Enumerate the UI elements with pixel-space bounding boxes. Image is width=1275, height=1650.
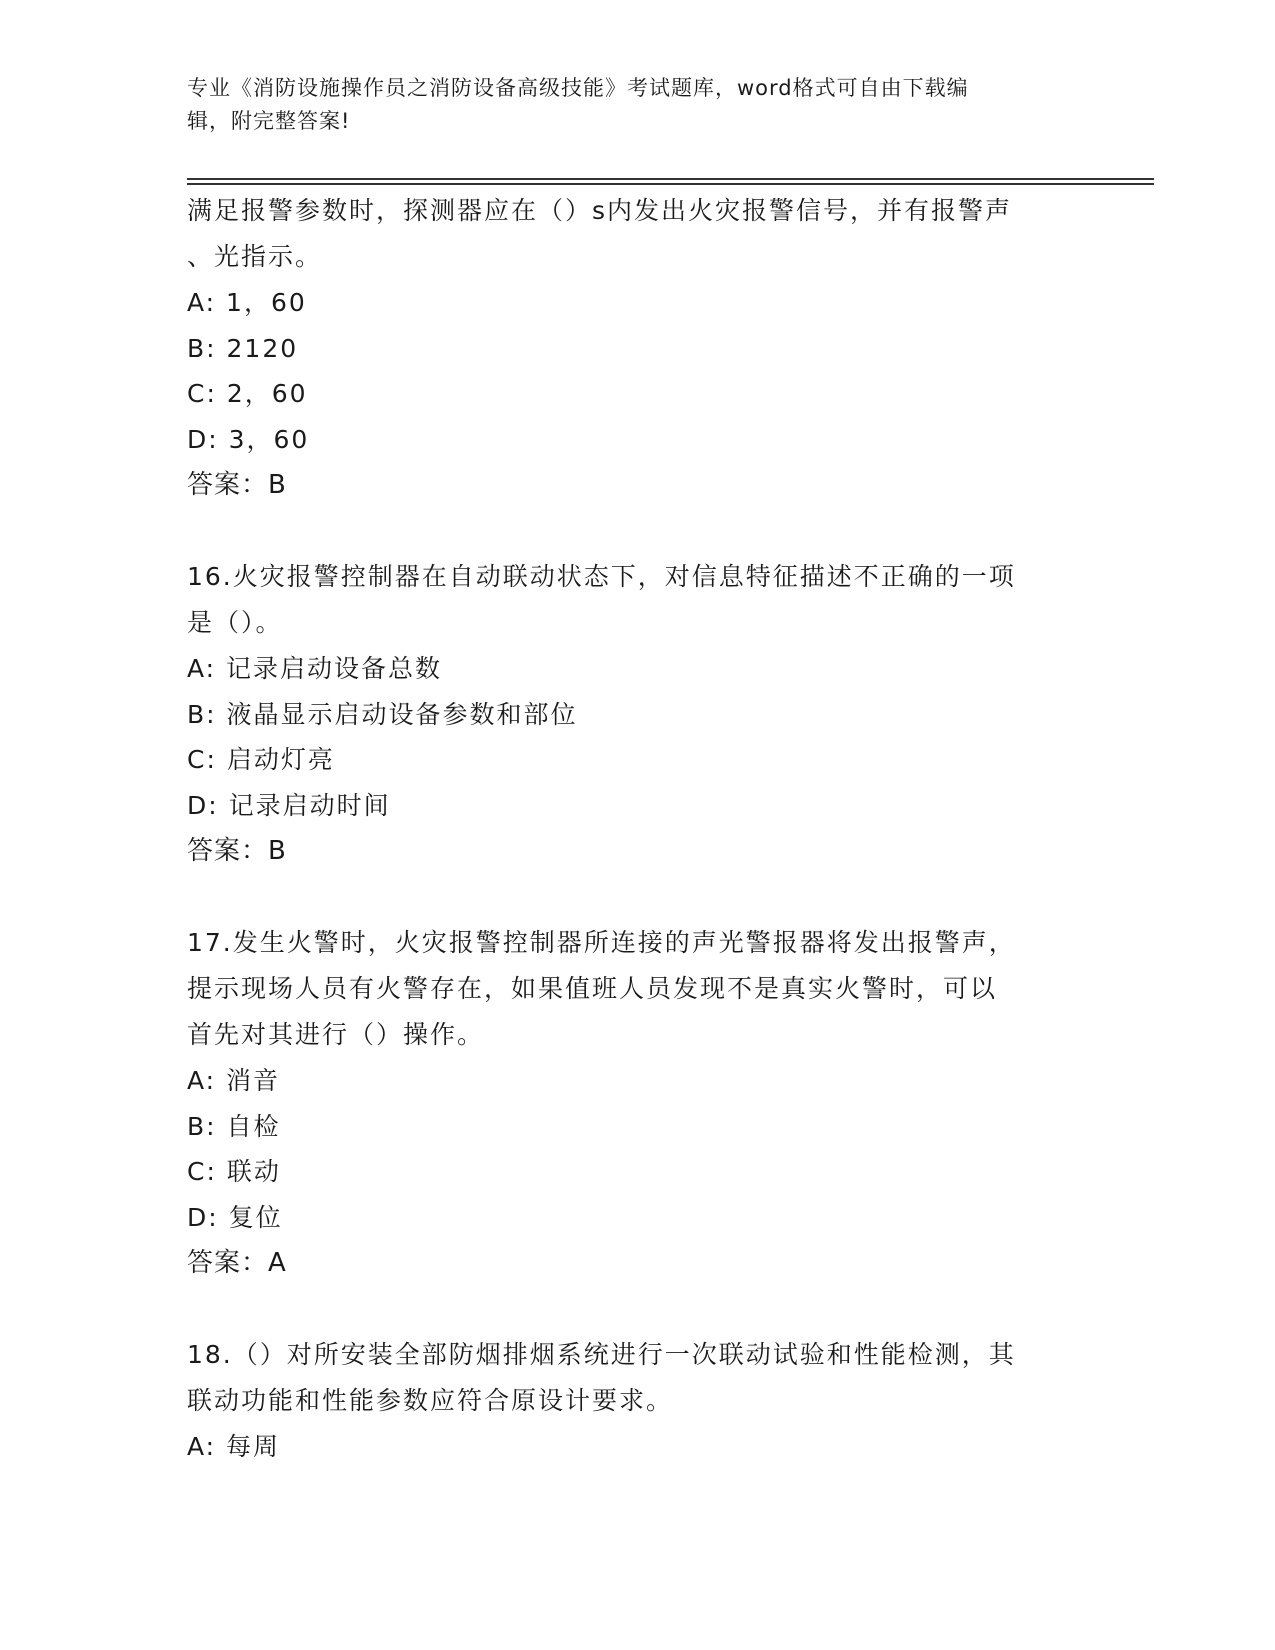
option-b: B: 自检 <box>187 1111 281 1141</box>
option-a: A: 消音 <box>187 1066 281 1095</box>
question-text-line: 18.（）对所安装全部防烟排烟系统进行一次联动试验和性能检测，其 <box>187 1340 1016 1369</box>
option-d: D: 记录启动时间 <box>187 790 391 820</box>
spacer <box>187 1286 1087 1332</box>
question-block <box>187 554 1087 874</box>
question-block <box>187 920 1087 1286</box>
header-line-2: 辑，附完整答案! <box>187 109 351 133</box>
question-text-line: 、光指示。 <box>187 242 323 271</box>
option-c: C: 2，60 <box>187 379 308 408</box>
option-a: A: 记录启动设备总数 <box>187 654 443 683</box>
option-c: C: 联动 <box>187 1157 281 1186</box>
spacer <box>187 508 1087 554</box>
option-c: C: 启动灯亮 <box>187 745 335 774</box>
option-a: A: 每周 <box>187 1432 281 1461</box>
question-block <box>187 1332 1087 1470</box>
header-line-1: 专业《消防设施操作员之消防设备高级技能》考试题库，word格式可自由下载编 <box>187 76 969 100</box>
option-d: D: 复位 <box>187 1202 283 1232</box>
question-text-line: 16.火灾报警控制器在自动联动状态下，对信息特征描述不正确的一项 <box>187 562 1016 591</box>
option-d: D: 3，60 <box>187 424 310 454</box>
question-list <box>187 188 1087 1470</box>
question-text-line: 首先对其进行（）操作。 <box>187 1020 485 1049</box>
option-a: A: 1，60 <box>187 288 307 317</box>
question-block <box>187 188 1087 508</box>
header-divider-bottom <box>187 183 1154 185</box>
question-text-line: 满足报警参数时，探测器应在（）s内发出火灾报警信号，并有报警声 <box>187 196 1013 225</box>
header-divider-top <box>187 178 1154 180</box>
answer-line: 答案：B <box>187 836 287 866</box>
option-b: B: 液晶显示启动设备参数和部位 <box>187 699 578 729</box>
answer-line: 答案：A <box>187 1248 287 1278</box>
question-text-line: 是（）。 <box>187 608 283 637</box>
spacer <box>187 874 1087 920</box>
option-b: B: 2120 <box>187 333 299 363</box>
question-text-line: 提示现场人员有火警存在，如果值班人员发现不是真实火警时，可以 <box>187 974 998 1003</box>
question-text-line: 联动功能和性能参数应符合原设计要求。 <box>187 1386 674 1415</box>
question-text-line: 17.发生火警时，火灾报警控制器所连接的声光警报器将发出报警声， <box>187 928 1016 957</box>
document-header <box>187 72 1087 138</box>
answer-line: 答案：B <box>187 470 287 500</box>
